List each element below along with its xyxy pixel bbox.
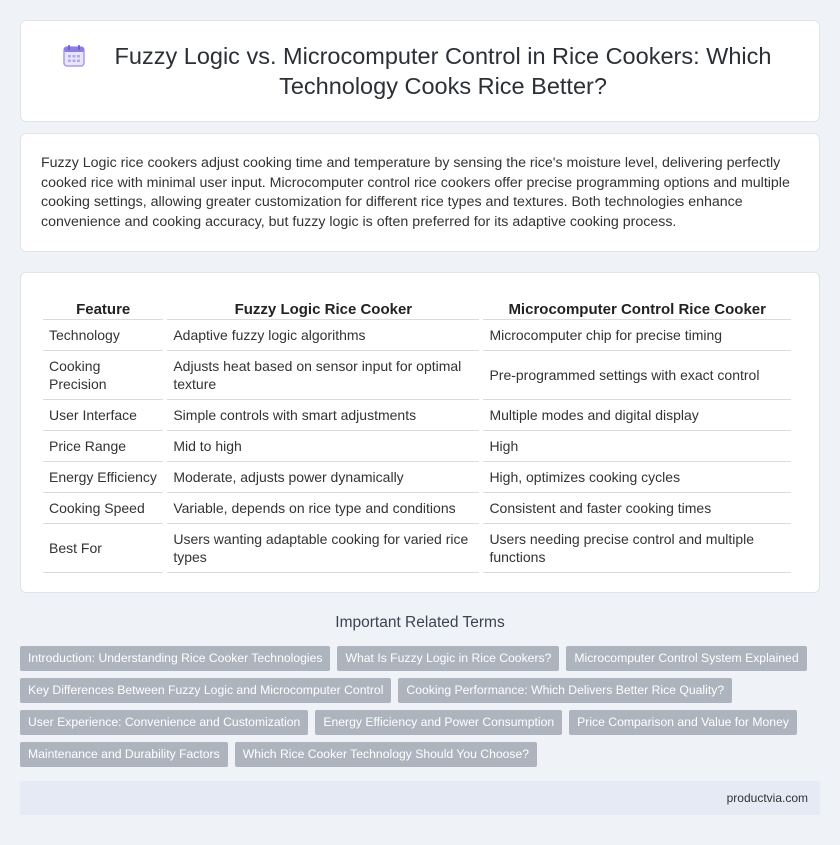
related-term-link[interactable]: What Is Fuzzy Logic in Rice Cookers? (337, 646, 559, 671)
row-fuzzy-value: Mid to high (167, 431, 479, 462)
row-fuzzy-value: Users wanting adaptable cooking for varied rice types (167, 524, 479, 573)
related-term-link[interactable]: Key Differences Between Fuzzy Logic and Microcomputer Control (20, 678, 391, 703)
related-term-link[interactable]: User Experience: Convenience and Customization (20, 710, 308, 735)
intro-card (20, 133, 820, 252)
related-term-link[interactable]: Cooking Performance: Which Delivers Better Rice Quality? (398, 678, 732, 703)
row-feature: Technology (43, 320, 163, 351)
intro-paragraph: Fuzzy Logic rice cookers adjust cooking time and temperature by sensing the rice's moisture level, delivering perfectly cooked rice with minimal user input. Microcomputer control rice cookers offer precise programming options and multiple cooking settings, allowing greater customization for different rice types and textures. Both technologies enhance convenience and cooking accuracy, but fuzzy logic is often preferred for its adaptive cooking process. (41, 155, 790, 230)
row-feature: User Interface (43, 400, 163, 431)
row-micro-value: Consistent and faster cooking times (483, 493, 791, 524)
related-terms-list (20, 646, 820, 767)
page-title: Fuzzy Logic vs. Microcomputer Control in Rice Cookers: Which Technology Cooks Rice Better? (114, 43, 772, 99)
related-term-link[interactable]: Microcomputer Control System Explained (566, 646, 806, 671)
table-row (43, 524, 791, 573)
header-card (20, 20, 820, 122)
row-feature: Best For (43, 524, 163, 573)
row-micro-value: Microcomputer chip for precise timing (483, 320, 791, 351)
calendar-icon (61, 43, 87, 69)
row-feature: Cooking Precision (43, 351, 163, 400)
row-fuzzy-value: Adjusts heat based on sensor input for optimal texture (167, 351, 479, 400)
footer-site-name[interactable]: productvia.com (726, 791, 808, 805)
row-feature: Energy Efficiency (43, 462, 163, 493)
comparison-card (20, 272, 820, 593)
table-row (43, 400, 791, 431)
row-feature: Cooking Speed (43, 493, 163, 524)
table-row (43, 320, 791, 351)
comparison-table (39, 293, 795, 573)
row-fuzzy-value: Adaptive fuzzy logic algorithms (167, 320, 479, 351)
table-header-row (43, 293, 791, 320)
table-row (43, 431, 791, 462)
row-fuzzy-value: Variable, depends on rice type and conditions (167, 493, 479, 524)
header-microcomputer: Microcomputer Control Rice Cooker (483, 293, 791, 320)
related-term-link[interactable]: Introduction: Understanding Rice Cooker Technologies (20, 646, 330, 671)
row-fuzzy-value: Moderate, adjusts power dynamically (167, 462, 479, 493)
related-term-link[interactable]: Price Comparison and Value for Money (569, 710, 797, 735)
header-feature: Feature (43, 293, 163, 320)
table-row (43, 493, 791, 524)
row-micro-value: Multiple modes and digital display (483, 400, 791, 431)
related-terms-heading: Important Related Terms (335, 614, 505, 631)
related-term-link[interactable]: Which Rice Cooker Technology Should You Choose? (235, 742, 537, 767)
table-row (43, 462, 791, 493)
footer (20, 781, 820, 815)
header-fuzzy-logic: Fuzzy Logic Rice Cooker (167, 293, 479, 320)
row-micro-value: High (483, 431, 791, 462)
row-micro-value: High, optimizes cooking cycles (483, 462, 791, 493)
row-micro-value: Pre-programmed settings with exact control (483, 351, 791, 400)
table-row (43, 351, 791, 400)
row-feature: Price Range (43, 431, 163, 462)
row-micro-value: Users needing precise control and multiple functions (483, 524, 791, 573)
related-term-link[interactable]: Energy Efficiency and Power Consumption (315, 710, 562, 735)
related-term-link[interactable]: Maintenance and Durability Factors (20, 742, 228, 767)
row-fuzzy-value: Simple controls with smart adjustments (167, 400, 479, 431)
